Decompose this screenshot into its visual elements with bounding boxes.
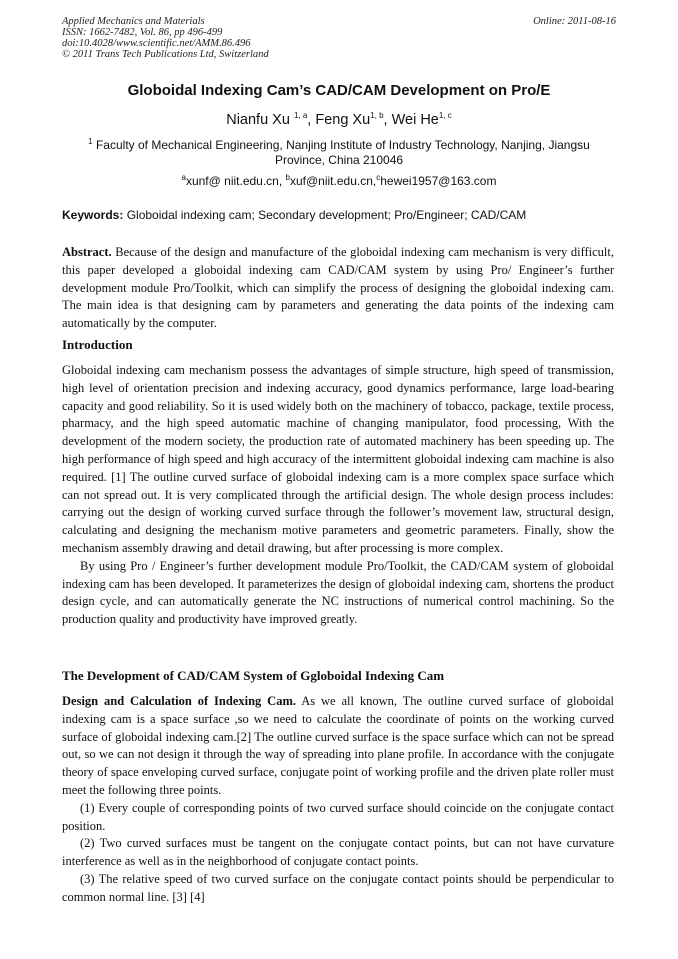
paragraph: By using Pro / Engineer’s further development module Pro/Toolkit, the CAD/CAM system of globoidal indexing cam has been developed. It parameterizes the design of globoidal indexing cam, shortens the product design cycle, and can automatically generate the NC instructions of numerical control machining. So the production quality and productivity have improved greatly. xyxy=(62,558,614,627)
email-list xyxy=(62,174,616,188)
list-item: (1) Every couple of corresponding points of two curved surface should coincide on the conjugate contact position. xyxy=(62,800,614,833)
abstract-text: Because of the design and manufacture of the globoidal indexing cam mechanism is very difficult, this paper developed a globoidal indexing cam CAD/CAM system by using Pro/ Engineer’s further development module Pro/Toolkit, which can simplify the process of designing the globoidal indexing cam. The main idea is that designing cam by parameters and generating the data points of the indexing cam automatically by the computer. xyxy=(62,245,615,331)
email-sup: b xyxy=(285,173,290,182)
email: xuf@niit.edu.cn, xyxy=(289,174,377,188)
affiliation-text: Faculty of Mechanical Engineering, Nanjing Institute of Industry Technology, Nanjing, Jiangsu Province, China 210046 xyxy=(95,138,590,167)
author-sup: 1, b xyxy=(370,111,384,121)
copyright-line: © 2011 Trans Tech Publications Ltd, Switzerland xyxy=(62,49,269,60)
keywords-block xyxy=(62,208,616,222)
abstract-block xyxy=(62,244,614,333)
section-heading-introduction: Introduction xyxy=(62,337,133,352)
doi-line: doi:10.4028/www.scientific.net/AMM.86.496 xyxy=(62,38,251,49)
email-sup: a xyxy=(181,173,186,182)
keywords-label: Keywords: xyxy=(62,208,124,222)
author-sup: 1, c xyxy=(438,111,452,121)
subsection-runin: Design and Calculation of Indexing Cam. xyxy=(62,694,297,708)
list-item: (3) The relative speed of two curved surface on the conjugate contact points should be perpendicular to common normal line. [3] [4] xyxy=(62,871,614,904)
abstract-label: Abstract. xyxy=(62,245,112,259)
author-name: Feng Xu xyxy=(315,112,371,128)
author-name: Nianfu Xu xyxy=(226,112,290,128)
paragraph: Globoidal indexing cam mechanism possess the advantages of simple structure, high speed of transmission, high level of orientation precision and indexing accuracy, good dynamics performance, large load-bearing capacity and good reliability. So it is used widely both on the machinery of tobacco, package, textile process, pharmacy, and the high speed automatic machine of changing manipulator, food processing, With the development of the modern society, the production rate of automated machinery has been speeding up. The high performance of high speed and high accuracy of the intermittent globoidal indexing cam machine is also required. [1] The outline curved surface of globoidal indexing cam is a more complex space surface which can not spread out. It is very complicated through the artificial design. The whole design process includes: carrying out the design of working curved surface through the follower’s movement law, structural design, calculating and designing the mechanism motive parameters and geometric parameters. Finally, show the mechanism assembly drawing and detail drawing, but after processing is more complex. xyxy=(62,363,614,555)
email-sup: c xyxy=(376,173,381,182)
affiliation xyxy=(62,138,616,168)
email: hewei1957@163.com xyxy=(380,174,497,188)
journal-header xyxy=(62,16,269,60)
email: xunf@ niit.edu.cn, xyxy=(185,174,286,188)
development-body xyxy=(62,693,614,907)
author-list: Nianfu Xu $^{1, a}$, Feng Xu$^{1, b}$, Wei He$^{1, c}$ xyxy=(226,111,452,128)
paragraph: As we all known, The outline curved surface of globoidal indexing cam is a space surface ,so we need to calculate the coordinate of points on the working curved surface of globoidal indexing cam.[2] The outline curved surface is the space surface which can not be spread out, so we can not design it through the way of spreading into plane profile. In accordance with the conjugate theory of space enveloping curved surface, conjugate point of working profile and the driven plate roller must meet the following three points. xyxy=(62,694,614,797)
keywords-text: Globoidal indexing cam; Secondary development; Pro/Engineer; CAD/CAM xyxy=(126,208,527,222)
section-heading-development: The Development of CAD/CAM System of Ggloboidal Indexing Cam xyxy=(62,668,445,683)
author-name: Wei He xyxy=(391,112,439,128)
introduction-body xyxy=(62,362,614,629)
author-sup: 1, a xyxy=(293,111,308,121)
affiliation-sup: 1 xyxy=(88,137,93,146)
online-date: Online: 2011-08-16 xyxy=(533,16,616,27)
issn-line: ISSN: 1662-7482, Vol. 86, pp 496-499 xyxy=(62,27,223,38)
journal-name: Applied Mechanics and Materials xyxy=(62,16,205,27)
list-item: (2) Two curved surfaces must be tangent on the conjugate contact points, but can not have curvature interference as well as in the neighborhood of conjugate contact points. xyxy=(62,836,614,869)
paper-title: Globoidal Indexing Cam’s CAD/CAM Development on Pro/E xyxy=(127,82,551,99)
